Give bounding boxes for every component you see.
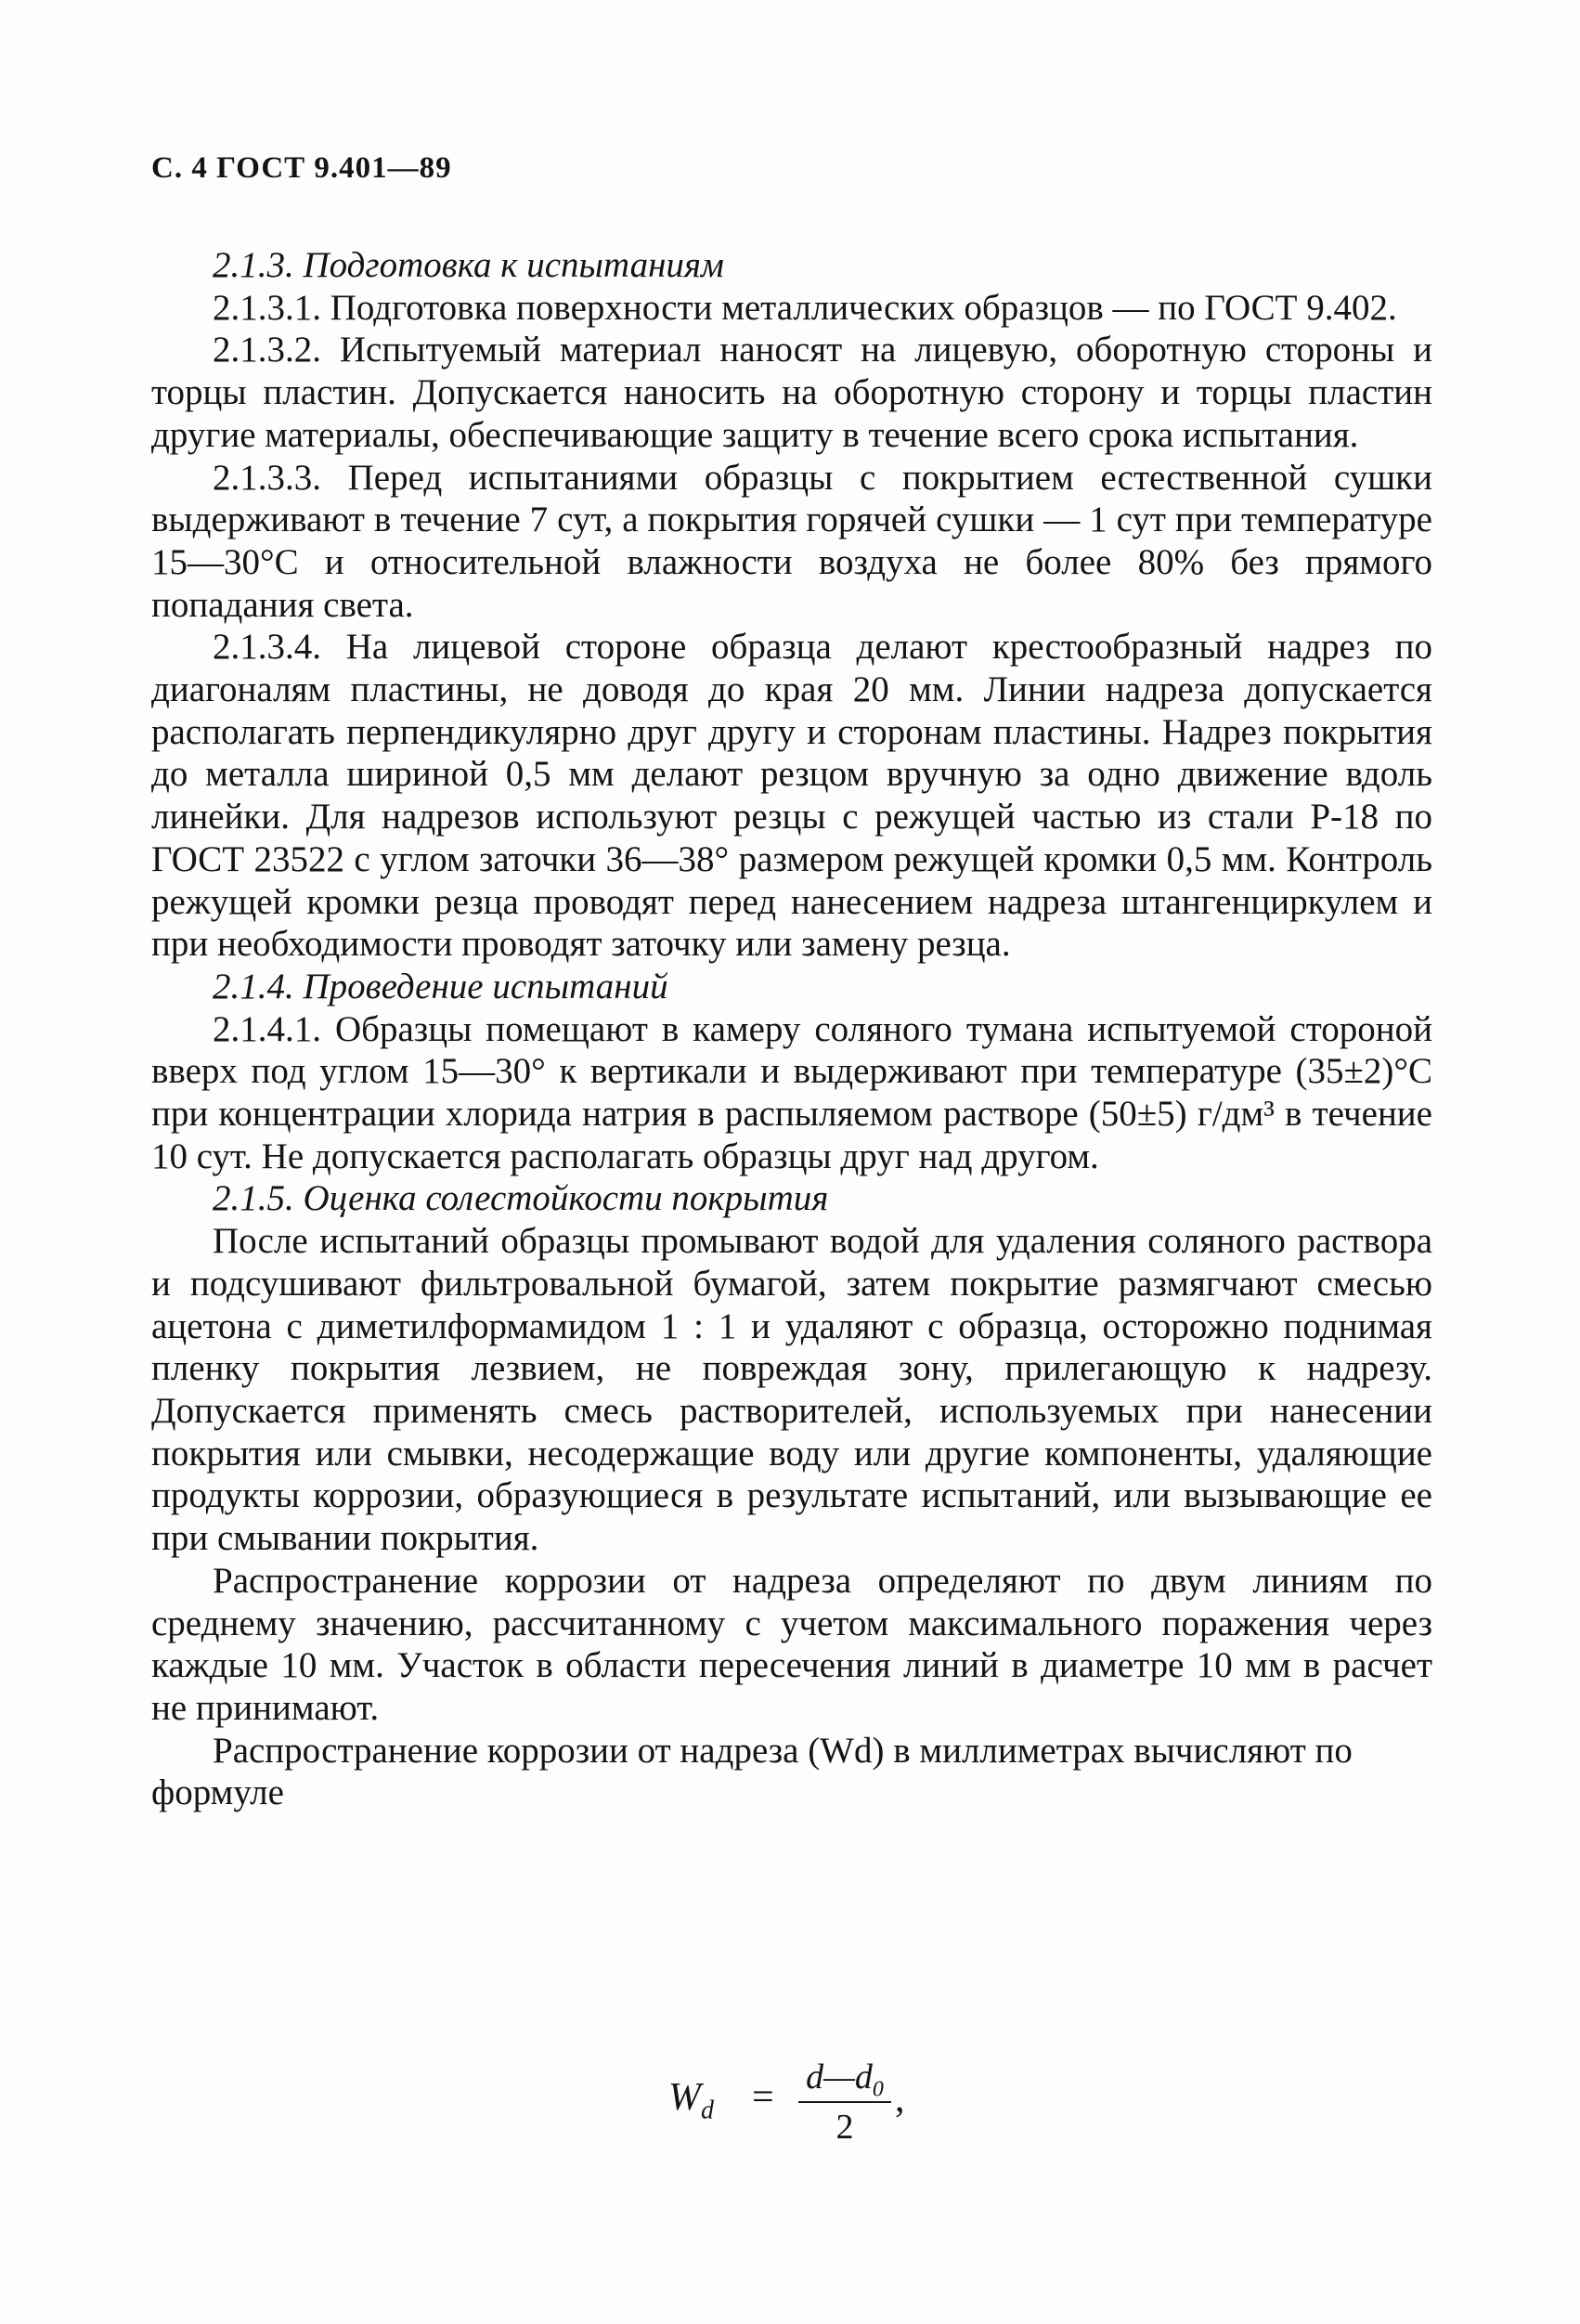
paragraph-after-tests: После испытаний образцы промывают водой для удаления соляного раствора и подсушивают фильтровальной бумагой, затем покрытие размягчают смесью ацетона с диметилформамидом 1 : 1 и удаляют с образца, осторожно поднимая пленку покрытия лезвием, не повреждая зону, прилегающую к надрезу. Допускается применять смесь растворителей, используемых при нанесении покрытия или смывки, несодержащие воду или другие компоненты, удаляющие продукты коррозии, образующиеся в результате испытаний, или вызывающие ее при смывании покрытия. xyxy=(151,1221,1432,1559)
fraction-bar xyxy=(798,2101,891,2103)
paragraph-2-1-3-3: 2.1.3.3. Перед испытаниями образцы с покрытием естественной сушки выдерживают в течение 7 сут, а покрытия горячей сушки — 1 сут при температуре 15—30°С и относительной влажности воздуха не более 80% без прямого попадания света. xyxy=(151,457,1432,625)
formula-lhs-subscript: d xyxy=(701,2096,714,2125)
section-heading-evaluation: 2.1.5. Оценка солестойкости покрытия xyxy=(213,1178,829,1219)
paragraph-2-1-4-1: 2.1.4.1. Образцы помещают в камеру соляного тумана испытуемой стороной вверх под углом 15—30° к вертикали и выдерживают при температуре (35±2)°С при концентрации хлорида натрия в распыляемом растворе (50±5) г/дм³ в течение 10 сут. Не допускается располагать образцы друг над другом. xyxy=(151,1008,1432,1176)
document-body xyxy=(151,244,1432,1814)
paragraph-2-1-3-4: 2.1.3.4. На лицевой стороне образца делают крестообразный надрез по диагоналям пластины, не доводя до края 20 мм. Линии надреза допускается располагать перпендикулярно друг другу и сторонам пластины. Надрез покрытия до металла шириной 0,5 мм делают резцом вручную за одно движение вдоль линейки. Для надрезов используют резцы с режущей частью из стали Р-18 по ГОСТ 23522 с углом заточки 36—38° размером режущей кромки 0,5 мм. Контроль режущей кромки резца проводят перед нанесением надреза штангенциркулем и при необходимости проводят заточку или замену резца. xyxy=(151,627,1432,965)
section-heading-testing: 2.1.4. Проведение испытаний xyxy=(213,966,668,1006)
paragraph-2-1-3-1: 2.1.3.1. Подготовка поверхности металлических образцов — по ГОСТ 9.402. xyxy=(213,287,1397,328)
formula-equals: = xyxy=(752,2076,774,2119)
page-header: С. 4 ГОСТ 9.401—89 xyxy=(151,151,452,185)
formula-numerator-subscript: 0 xyxy=(872,2077,884,2102)
section-heading-preparation: 2.1.3. Подготовка к испытаниям xyxy=(213,245,724,285)
paragraph-formula-intro: Распространение коррозии от надреза (Wd) в миллиметрах вычисляют по формуле xyxy=(151,1730,1353,1813)
formula-denominator: 2 xyxy=(835,2108,854,2147)
paragraph-corrosion-spread: Распространение коррозии от надреза определяют по двум линиям по среднему значению, рассчитанному с учетом максимального поражения через каждые 10 мм. Участок в области пересечения линий в диаметре 10 мм в расчет не принимают. xyxy=(151,1560,1432,1728)
formula-numerator xyxy=(798,2057,891,2103)
formula-numerator-text: d—d xyxy=(806,2058,873,2097)
formula-comma: , xyxy=(895,2078,905,2121)
paragraph-2-1-3-2: 2.1.3.2. Испытуемый материал наносят на лицевую, оборотную стороны и торцы пластин. Допускается наносить на оборотную сторону и торцы пластин другие материалы, обеспечивающие защиту в течение всего срока испытания. xyxy=(151,330,1432,455)
formula-lhs-symbol: W xyxy=(668,2076,701,2119)
formula-lhs xyxy=(668,2075,714,2125)
formula-wd xyxy=(668,2057,975,2168)
